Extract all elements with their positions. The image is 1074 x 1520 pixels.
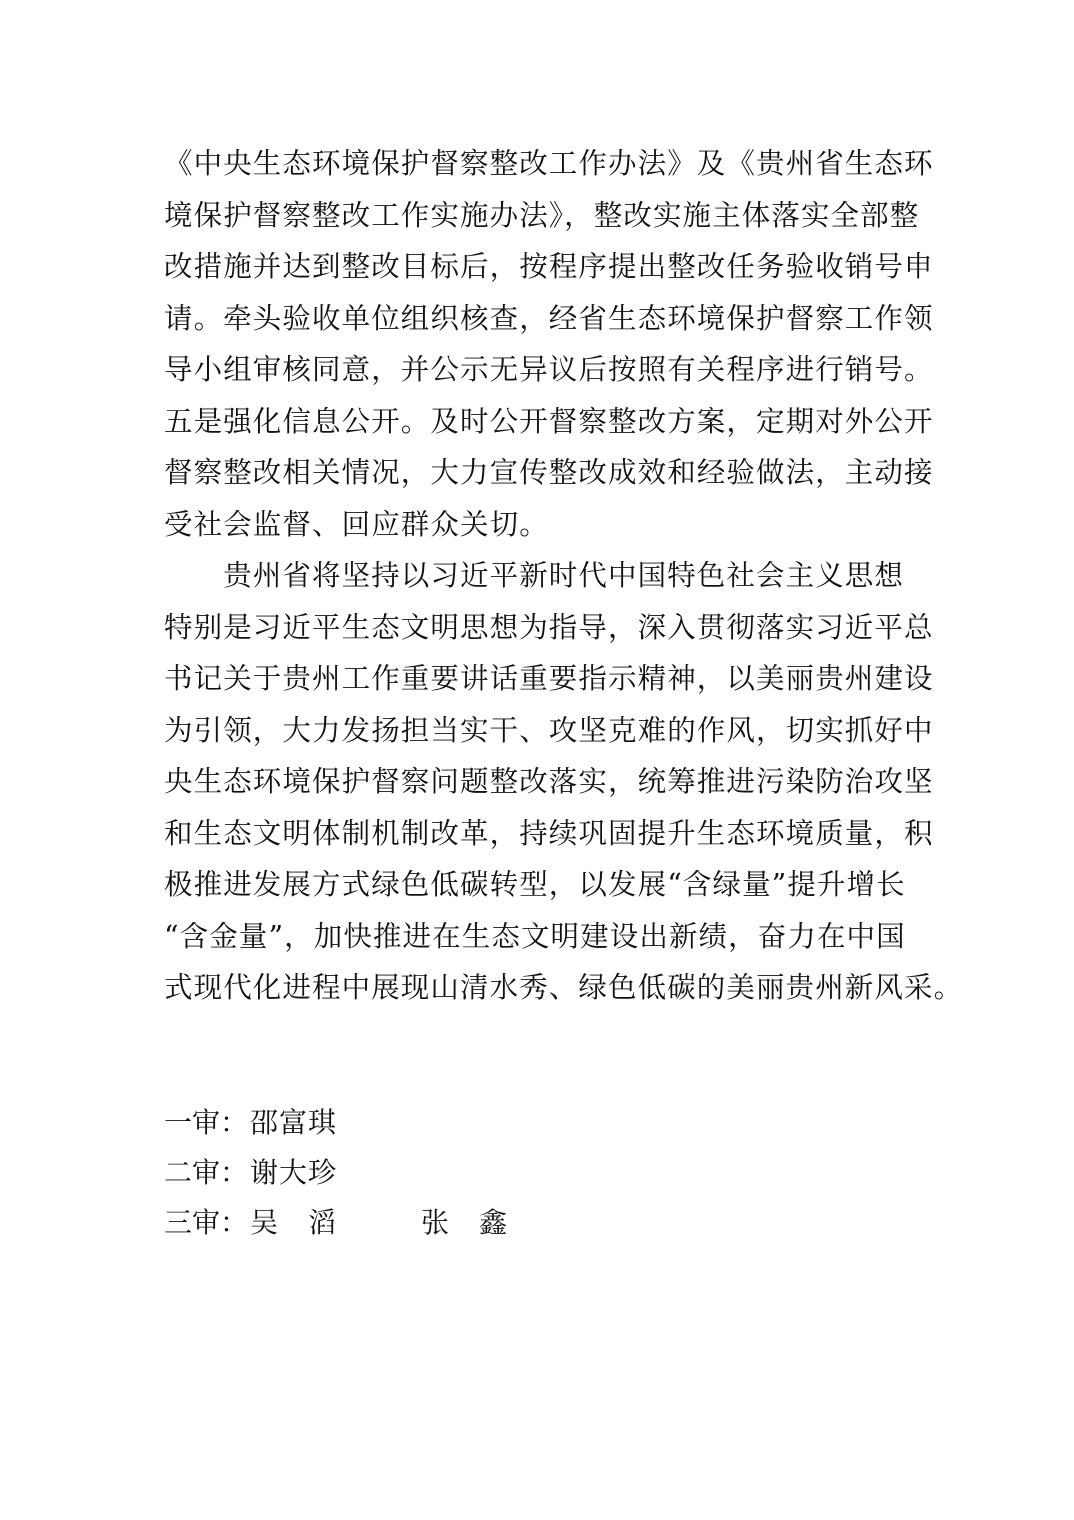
- text-line: 式现代化进程中展现山清水秀、绿色低碳的美丽贵州新风采。: [164, 971, 964, 1004]
- text-line: 境保护督察整改工作实施办法》，整改实施主体落实全部整: [164, 198, 920, 232]
- text-line: 导小组审核同意，并公示无异议后按照有关程序进行销号。: [164, 353, 934, 386]
- text-line: 五是强化信息公开。及时公开督察整改方案，定期对外公开: [164, 404, 934, 438]
- text-line: “含金量”，加快推进在生态文明建设出新绩，奋力在中国: [164, 919, 906, 953]
- review-third: [164, 1198, 764, 1248]
- text-line: 特别是习近平生态文明思想为指导，深入贯彻落实习近平总: [164, 610, 934, 644]
- spacer: [337, 1198, 421, 1248]
- text-line: 极推进发展方式绿色低碳转型，以发展“含绿量”提升增长: [164, 868, 906, 901]
- text-line: 受社会监督、回应群众关切。: [164, 507, 549, 541]
- text-line: 请。牵头验收单位组织核查，经省生态环境保护督察工作领: [164, 301, 934, 335]
- review-first-label: 一审：: [164, 1106, 249, 1139]
- text-line: 改措施并达到整改目标后，按程序提出整改任务验收销号申: [164, 250, 934, 283]
- review-third-label: 三审：: [164, 1206, 249, 1239]
- review-second: [164, 1148, 764, 1198]
- body-text: [164, 138, 964, 1014]
- text-line: 和生态文明体制机制改革，持续巩固提升生态环境质量，积: [164, 816, 934, 850]
- review-block: [164, 1098, 764, 1248]
- review-second-name: 谢大珍: [250, 1156, 338, 1189]
- review-third-name-a: 吴 滔: [250, 1206, 338, 1239]
- review-second-label: 二审：: [164, 1156, 249, 1189]
- review-first: [164, 1098, 764, 1148]
- text-line: 督察整改相关情况，大力宣传整改成效和经验做法，主动接: [164, 456, 934, 489]
- text-line: 为引领，大力发扬担当实干、攻坚克难的作风，切实抓好中: [164, 713, 934, 747]
- text-line: 央生态环境保护督察问题整改落实，统筹推进污染防治攻坚: [164, 765, 934, 798]
- review-first-name: 邵富琪: [250, 1106, 338, 1139]
- review-third-name-b: 张 鑫: [421, 1206, 509, 1239]
- text-line: 《中央生态环境保护督察整改工作办法》及《贵州省生态环: [164, 147, 934, 180]
- text-line: 书记关于贵州工作重要讲话重要指示精神，以美丽贵州建设: [164, 662, 934, 695]
- text-line: 贵州省将坚持以习近平新时代中国特色社会主义思想: [164, 559, 905, 592]
